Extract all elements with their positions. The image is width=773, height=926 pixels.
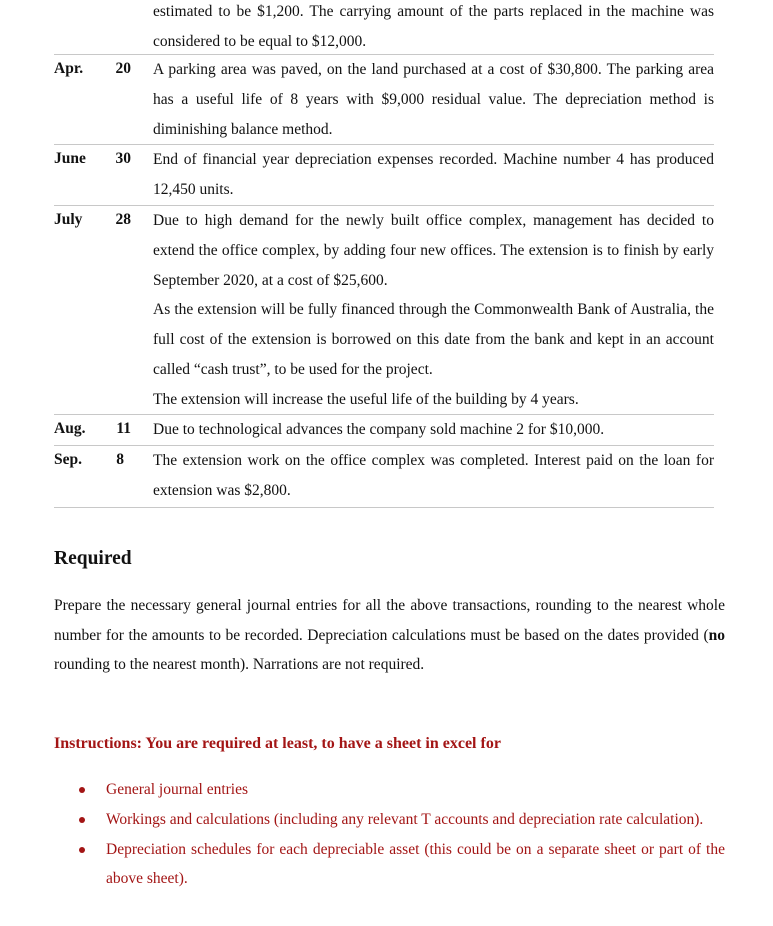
bullet-icon xyxy=(79,847,85,853)
required-emphasis: no xyxy=(708,626,725,644)
bullet-icon xyxy=(79,787,85,793)
transaction-month: June xyxy=(54,150,86,167)
transaction-description xyxy=(153,446,714,506)
required-body xyxy=(54,591,725,680)
list-item-text: Workings and calculations (including any relevant T accounts and depreciation rate calculation). xyxy=(106,810,704,828)
transaction-day: 8 xyxy=(116,451,124,468)
transaction-paragraph: As the extension will be fully financed through the Commonwealth Bank of Australia, the full cost of the extension is borrowed on this date from the bank and kept in an account called “cash trust”, to be used for the project. xyxy=(153,301,714,378)
bullet-icon xyxy=(79,817,85,823)
required-heading: Required xyxy=(54,548,132,569)
transaction-description xyxy=(153,55,714,144)
transaction-paragraph: End of financial year depreciation expenses recorded. Machine number 4 has produced 12,450 units. xyxy=(153,151,714,198)
transaction-row xyxy=(54,0,714,55)
list-item xyxy=(54,805,725,835)
list-item xyxy=(54,835,725,895)
required-text: rounding to the nearest month). Narrations are not required. xyxy=(54,656,425,673)
transaction-row xyxy=(54,145,714,206)
transaction-row xyxy=(54,206,714,415)
transaction-day: 11 xyxy=(116,420,131,437)
transaction-paragraph: The extension will increase the useful life of the building by 4 years. xyxy=(153,390,579,408)
transaction-month: July xyxy=(54,211,83,228)
instructions-heading: Instructions: You are required at least, to have a sheet in excel for xyxy=(54,735,501,752)
list-item xyxy=(54,775,725,805)
transactions-table xyxy=(54,0,714,508)
required-text: Prepare the necessary general journal entries for all the above transactions, rounding to the nearest whole number for the amounts to be recorded. Depreciation calculations must be based on the dates provided ( xyxy=(54,597,725,644)
transaction-row xyxy=(54,415,714,446)
transaction-paragraph: Due to technological advances the company sold machine 2 for $10,000. xyxy=(153,421,605,438)
instructions-list xyxy=(54,775,725,894)
transaction-row xyxy=(54,55,714,145)
transaction-day: 30 xyxy=(115,150,131,167)
transaction-description xyxy=(153,206,714,415)
transaction-description xyxy=(153,0,714,57)
transaction-paragraph: The extension work on the office complex was completed. Interest paid on the loan for extension was $2,800. xyxy=(153,452,714,499)
transaction-day: 28 xyxy=(115,211,131,228)
transaction-row xyxy=(54,446,714,508)
transaction-paragraph: A parking area was paved, on the land purchased at a cost of $30,800. The parking area has a useful life of 8 years with $9,000 residual value. The depreciation method is diminishing balance method. xyxy=(153,61,714,138)
transaction-description xyxy=(153,415,714,445)
transaction-paragraph: estimated to be $1,200. The carrying amount of the parts replaced in the machine was considered to be equal to $12,000. xyxy=(153,3,714,50)
transaction-description xyxy=(153,145,714,205)
transaction-month: Apr. xyxy=(54,60,84,77)
transaction-month: Sep. xyxy=(54,451,82,468)
transaction-paragraph: Due to high demand for the newly built office complex, management has decided to extend the office complex, by adding four new offices. The extension is to finish by early September 2020, at a cost of $25,600. xyxy=(153,212,714,289)
transaction-month: Aug. xyxy=(54,420,86,437)
list-item-text: General journal entries xyxy=(106,781,249,798)
list-item-text: Depreciation schedules for each depreciable asset (this could be on a separate sheet or part of the above sheet). xyxy=(106,840,725,888)
transaction-day: 20 xyxy=(115,60,131,77)
